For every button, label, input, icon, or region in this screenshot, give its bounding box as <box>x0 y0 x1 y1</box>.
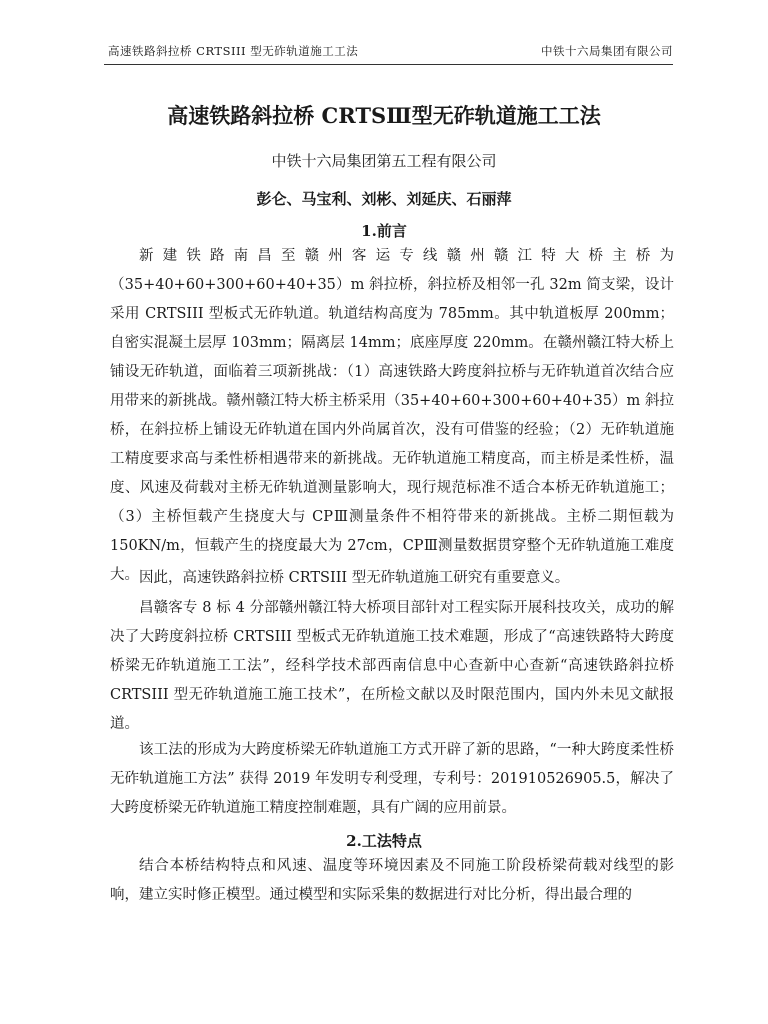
header-document-title: 高速铁路斜拉桥 CRTSIII 型无砟轨道施工工法 <box>108 44 359 58</box>
paragraph: 因此，高速铁路斜拉桥 CRTSIII 型无砟轨道施工研究有重要意义。 <box>139 570 570 586</box>
header-company-name: 中铁十六局集团有限公司 <box>541 44 673 58</box>
section-heading-features: 2.工法特点 <box>346 832 422 850</box>
document-title: 高速铁路斜拉桥 CRTSⅢ型无砟轨道施工工法 <box>167 103 601 128</box>
paragraph: 结合本桥结构特点和风速、温度等环境因素及不同施工阶段桥梁荷载对线型的影响，建立实时修正模型。通过模型和实际采集的数据进行对比分析，得出最合理的 <box>110 858 674 903</box>
author-organization: 中铁十六局集团第五工程有限公司 <box>271 152 497 170</box>
paragraph: 新建铁路南昌至赣州客运专线赣州赣江特大桥主桥为（35+40+60+300+60+40+35）m 斜拉桥，斜拉桥及相邻一孔 32m 简支梁，设计采用 CRTSIII 型板式无砟轨道。轨道结构高度为 785mm。其中轨道板厚 200mm；自密实混凝土层厚 103mm；隔离层 14mm；底座厚度 220mm。在赣州赣江特大桥上铺设无砟轨道，面临着三项新挑战：（1）高速铁路大跨度斜拉桥与无砟轨道首次结合应用带来的新挑战。赣州赣江特大桥主桥采用（35+40+60+300+60+40+35）m 斜拉桥，在斜拉桥上铺设无砟轨道在国内外尚属首次，没有可借鉴的经验；（2）无砟轨道施工精度要求高与柔性桥相遇带来的新挑战。无砟轨道施工精度高，而主桥是柔性桥，温度、风速及荷载对主桥无砟轨道测量影响大，现行规范标准不适合本桥无砟轨道施工；（3）主桥恒载产生挠度大与 CPⅢ测量条件不相符带来的新挑战。主桥二期恒载为 150KN/m，恒载产生的挠度最大为 27cm，CPⅢ测量数据贯穿整个无砟轨道施工难度大。 <box>110 248 674 583</box>
section-heading-preface: 1.前言 <box>361 222 407 240</box>
page-header <box>104 42 673 65</box>
paragraph: 该工法的形成为大跨度桥梁无砟轨道施工方式开辟了新的思路，“一种大跨度柔性桥无砟轨道施工方法” 获得 2019 年发明专利受理，专利号：201910526905.5，解决了大跨度桥梁无砟轨道施工精度控制难题，具有广阔的应用前景。 <box>110 742 674 816</box>
author-list: 彭仑、马宝利、刘彬、刘延庆、石丽萍 <box>256 190 512 208</box>
paragraph: 昌赣客专 8 标 4 分部赣州赣江特大桥项目部针对工程实际开展科技攻关，成功的解决了大跨度斜拉桥 CRTSIII 型板式无砟轨道施工技术难题，形成了“高速铁路特大跨度桥梁无砟轨道施工工法”，经科学技术部西南信息中心查新中心查新“高速铁路斜拉桥 CRTSIII 型无砟轨道施工施工技术”，在所检文献以及时限范围内，国内外未见文献报道。 <box>110 600 674 732</box>
